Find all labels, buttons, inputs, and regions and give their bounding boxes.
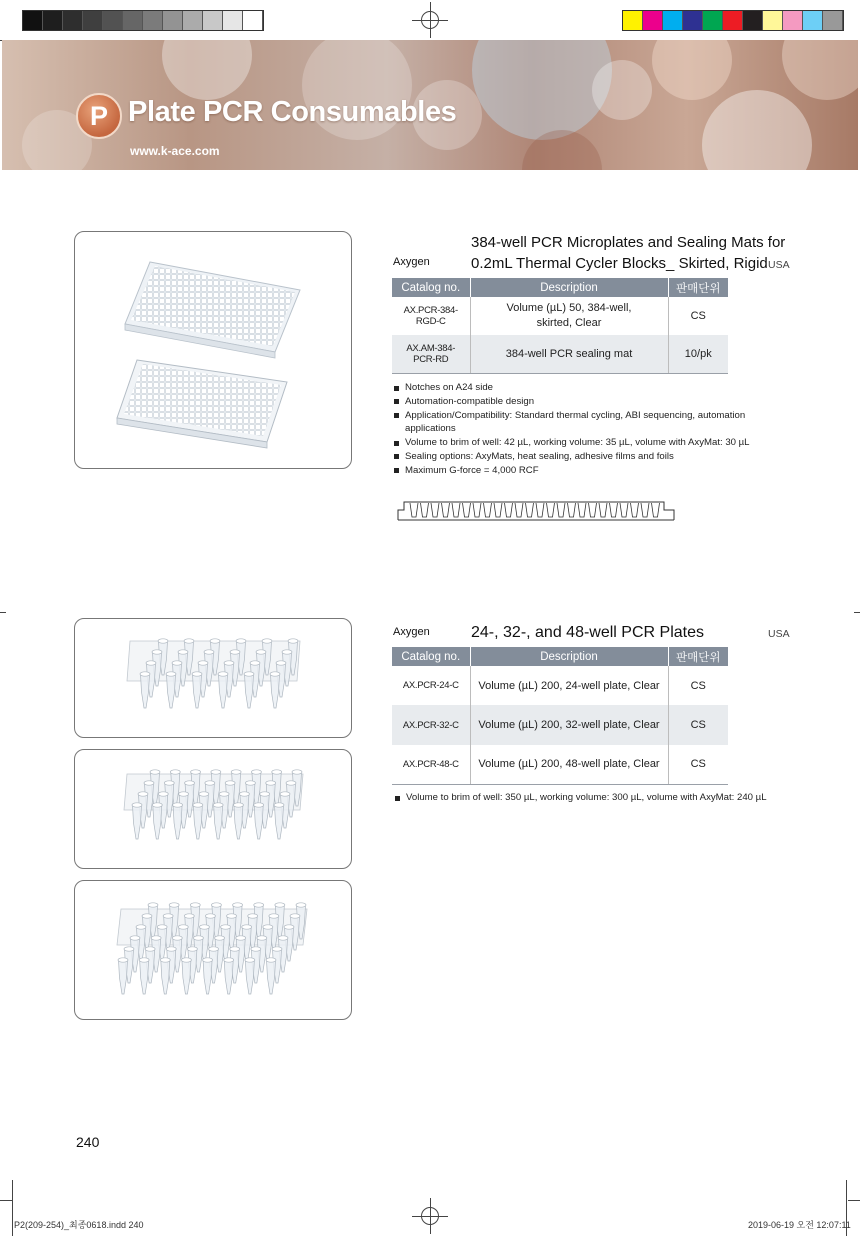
- calibration-swatch: [43, 11, 63, 30]
- pcr-tube-rim: [138, 792, 148, 796]
- pcr-tube-rim: [132, 803, 142, 807]
- pcr-tube-rim: [157, 925, 167, 929]
- calibration-swatch: [643, 11, 663, 30]
- catalog-number: AX.PCR-48-C: [392, 745, 470, 784]
- microplate-384-illustration: [75, 232, 351, 468]
- product-image-frame-384-well: [74, 231, 352, 469]
- pcr-tube-rim: [199, 925, 209, 929]
- pcr-tube-rim: [236, 639, 246, 643]
- pcr-tube: [182, 960, 191, 994]
- pcr-tube-rim: [193, 803, 203, 807]
- pcr-tube-rim: [191, 770, 201, 774]
- cross-section-well: [505, 503, 513, 517]
- pcr-tube-rim: [170, 770, 180, 774]
- table-row: [392, 297, 728, 335]
- pcr-tube-rim: [286, 781, 296, 785]
- pcr-tube-rim: [274, 803, 284, 807]
- spec-table-384-well: [392, 278, 728, 374]
- calibration-swatch: [803, 11, 823, 30]
- cross-section-well: [620, 503, 628, 517]
- pcr-tube: [167, 674, 176, 708]
- calibration-swatch: [743, 11, 763, 30]
- pcr-tube-rim: [148, 903, 158, 907]
- pcr-tube-rim: [160, 958, 170, 962]
- unit-cell: CS: [668, 705, 728, 745]
- pcr-tube-rim: [166, 947, 176, 951]
- unit-cell: CS: [690, 679, 706, 692]
- pcr-tube-rim: [262, 639, 272, 643]
- pcr-tube-rim: [218, 672, 228, 676]
- pcr-tube-rim: [251, 770, 261, 774]
- pcr-tube-rim: [166, 672, 176, 676]
- unit-cell: 10/pk: [668, 335, 728, 373]
- calibration-swatch: [83, 11, 103, 30]
- pcr-tube: [245, 674, 254, 708]
- pcr-tube-rim: [199, 792, 209, 796]
- banner-bubble: [592, 60, 652, 120]
- description-cell: Volume (µL) 200, 24-well plate, Clear: [470, 666, 668, 705]
- pcr-tube: [245, 960, 254, 994]
- pcr-tube: [234, 805, 243, 839]
- pcr-tube-rim: [145, 947, 155, 951]
- pcr-tube-rim: [172, 936, 182, 940]
- pcr-plate-48-illustration: [75, 881, 351, 1019]
- list-item: Application/Compatibility: Standard thermal cycling, ABI sequencing, automation applications: [392, 409, 772, 437]
- pcr-tube-rim: [254, 903, 264, 907]
- pcr-tube: [271, 674, 280, 708]
- pcr-tube-rim: [210, 639, 220, 643]
- calibration-swatch: [103, 11, 123, 30]
- table-header-row: [392, 647, 728, 666]
- cross-section-well: [473, 503, 481, 517]
- pcr-tube-rim: [272, 770, 282, 774]
- cross-section-well: [410, 503, 418, 517]
- pcr-tube: [140, 960, 149, 994]
- calibration-swatch: [183, 11, 203, 30]
- pcr-tube-rim: [266, 958, 276, 962]
- cross-section-well: [494, 503, 502, 517]
- pcr-tube-rim: [256, 650, 266, 654]
- pcr-tube-rim: [193, 936, 203, 940]
- pcr-tube-rim: [221, 925, 231, 929]
- pcr-plate-32-illustration: [75, 750, 351, 868]
- registration-mark-bottom: [412, 1198, 448, 1234]
- description-cell: Volume (µL) 50, 384-well, skirted, Clear: [470, 297, 668, 335]
- pcr-tube-rim: [227, 914, 237, 918]
- pcr-tube-rim: [263, 925, 273, 929]
- description-cell: 384-well PCR sealing mat: [470, 335, 668, 373]
- pcr-tube-rim: [144, 781, 154, 785]
- column-header-catalog: Catalog no.: [392, 278, 470, 297]
- table-header-row: [392, 278, 728, 297]
- pcr-tube-rim: [233, 803, 243, 807]
- pcr-tube-rim: [280, 792, 290, 796]
- pcr-tube-rim: [151, 936, 161, 940]
- calibration-swatch: [823, 11, 843, 30]
- list-item: Maximum G-force = 4,000 RCF: [392, 464, 772, 478]
- pcr-tube-rim: [224, 661, 234, 665]
- pcr-tube-rim: [251, 947, 261, 951]
- pcr-tube-rim: [275, 903, 285, 907]
- cross-section-well: [515, 503, 523, 517]
- pcr-tube: [203, 960, 212, 994]
- cross-section-well: [641, 503, 649, 517]
- pcr-tube-rim: [288, 639, 298, 643]
- pcr-tube-rim: [278, 936, 288, 940]
- pcr-tube-rim: [230, 947, 240, 951]
- trim-mark: [0, 612, 6, 613]
- brand-label: Axygen: [393, 626, 430, 638]
- column-header-description: Description: [470, 647, 668, 666]
- cross-section-well: [631, 503, 639, 517]
- pcr-tube-rim: [184, 639, 194, 643]
- product-title: 24-, 32-, and 48-well PCR Plates: [471, 624, 704, 641]
- pcr-tube: [275, 805, 284, 839]
- calibration-swatch: [723, 11, 743, 30]
- footer-timestamp: 2019-06-19 오전 12:07:11: [748, 1220, 851, 1230]
- pcr-tube-rim: [245, 781, 255, 785]
- pcr-tube-rim: [248, 914, 258, 918]
- catalog-number: AX.PCR-384-RGD-C: [392, 297, 470, 335]
- product-title-line: 0.2mL Thermal Cycler Blocks_ Skirted, Rigid: [471, 255, 768, 272]
- pcr-tube: [267, 960, 276, 994]
- pcr-tube-rim: [272, 947, 282, 951]
- product-title-line: 384-well PCR Microplates and Sealing Mats for: [471, 234, 786, 251]
- catalog-number: AX.PCR-32-C: [392, 705, 470, 745]
- cross-section-well: [526, 503, 534, 517]
- pcr-tube-rim: [152, 803, 162, 807]
- pcr-tube: [193, 674, 202, 708]
- pcr-tube-rim: [163, 914, 173, 918]
- pcr-tube-rim: [203, 958, 213, 962]
- pcr-tube-rim: [230, 650, 240, 654]
- pcr-plate-24-illustration: [75, 619, 351, 737]
- pcr-tube-rim: [250, 661, 260, 665]
- pcr-tube-rim: [152, 650, 162, 654]
- cross-section-well: [599, 503, 607, 517]
- list-item: Volume to brim of well: 42 µL, working volume: 35 µL, volume with AxyMat: 30 µL: [392, 436, 772, 450]
- list-item: Volume to brim of well: 350 µL, working volume: 300 µL, volume with AxyMat: 240 µL: [393, 791, 823, 805]
- pcr-tube-rim: [233, 903, 243, 907]
- pcr-tube-rim: [225, 781, 235, 785]
- pcr-tube-rim: [205, 914, 215, 918]
- pcr-tube-rim: [118, 958, 128, 962]
- pcr-tube-rim: [282, 650, 292, 654]
- calibration-swatch: [783, 11, 803, 30]
- banner-bubble: [782, 40, 858, 100]
- pcr-tube-rim: [245, 958, 255, 962]
- calibration-swatch: [703, 11, 723, 30]
- pcr-tube-rim: [140, 672, 150, 676]
- page-number: 240: [76, 1134, 100, 1150]
- trim-mark: [0, 1200, 12, 1201]
- unit-cell: CS: [668, 745, 728, 784]
- pcr-tube-rim: [178, 925, 188, 929]
- description-cell: Volume (µL) 200, 48-well plate, Clear: [470, 745, 668, 784]
- cross-section-well: [431, 503, 439, 517]
- catalog-number: AX.AM-384-PCR-RD: [392, 335, 470, 373]
- calibration-swatch: [623, 11, 643, 30]
- cross-section-well: [568, 503, 576, 517]
- product-title: [471, 232, 785, 274]
- product-image-frame-48-well: [74, 880, 352, 1020]
- origin-label: USA: [768, 628, 790, 640]
- trim-mark: [12, 1180, 13, 1236]
- pcr-tube-rim: [192, 672, 202, 676]
- calibration-swatch: [23, 11, 43, 30]
- pcr-tube-rim: [284, 925, 294, 929]
- website-url: www.k-ace.com: [130, 144, 220, 158]
- pcr-tube-rim: [254, 803, 264, 807]
- pcr-tube-rim: [244, 672, 254, 676]
- catalog-number: AX.PCR-24-C: [392, 666, 470, 705]
- pcr-tube-rim: [219, 792, 229, 796]
- pcr-tube-rim: [290, 914, 300, 918]
- feature-list: [393, 791, 823, 805]
- pcr-tube-rim: [242, 925, 252, 929]
- calibration-swatch: [163, 11, 183, 30]
- pcr-tube-rim: [213, 803, 223, 807]
- table-row: [392, 745, 728, 784]
- pcr-tube-rim: [150, 770, 160, 774]
- cross-section-well: [589, 503, 597, 517]
- banner-bubble: [162, 40, 252, 100]
- calibration-swatch: [763, 11, 783, 30]
- unit-cell: CS: [690, 310, 706, 322]
- pcr-tube-rim: [130, 936, 140, 940]
- pcr-tube-rim: [204, 650, 214, 654]
- trim-mark: [854, 612, 860, 613]
- calibration-swatch: [123, 11, 143, 30]
- pcr-tube-rim: [178, 650, 188, 654]
- calibration-swatch: [663, 11, 683, 30]
- pcr-tube-rim: [158, 792, 168, 796]
- list-item: Automation-compatible design: [392, 395, 772, 409]
- pcr-tube-rim: [139, 958, 149, 962]
- pcr-tube-rim: [124, 947, 134, 951]
- cross-section-well: [442, 503, 450, 517]
- calibration-swatch: [683, 11, 703, 30]
- pcr-tube-rim: [198, 661, 208, 665]
- section-badge-icon: P: [76, 93, 122, 139]
- pcr-tube-rim: [205, 781, 215, 785]
- description-cell: Volume (µL) 200, 32-well plate, Clear: [470, 705, 668, 745]
- pcr-tube-rim: [185, 781, 195, 785]
- pcr-tube: [153, 805, 162, 839]
- pcr-tube-rim: [215, 936, 225, 940]
- pcr-tube-rim: [269, 914, 279, 918]
- registration-mark-top: [412, 2, 448, 38]
- banner-bubble: [652, 40, 732, 100]
- pcr-tube-rim: [260, 792, 270, 796]
- calibration-swatch: [223, 11, 243, 30]
- product-image-frame-32-well: [74, 749, 352, 869]
- feature-list: [392, 381, 772, 478]
- pcr-tube: [119, 960, 128, 994]
- spec-table-pcr-plates: [392, 647, 728, 785]
- calibration-swatch: [143, 11, 163, 30]
- product-image-frame-24-well: [74, 618, 352, 738]
- pcr-tube: [193, 805, 202, 839]
- footer-file-info: P2(209-254)_최종0618.indd 240: [14, 1220, 144, 1230]
- origin-label: USA: [768, 259, 790, 271]
- pcr-tube-rim: [231, 770, 241, 774]
- calibration-swatch: [243, 11, 263, 30]
- table-row: [392, 666, 728, 705]
- banner-bubble: [472, 40, 612, 140]
- brand-label: Axygen: [393, 256, 430, 268]
- plate-cross-section-diagram: [396, 498, 676, 524]
- pcr-tube-rim: [211, 903, 221, 907]
- calibration-swatch: [203, 11, 223, 30]
- pcr-tube-rim: [181, 958, 191, 962]
- pcr-tube: [254, 805, 263, 839]
- cross-section-well: [536, 503, 544, 517]
- pcr-tube-rim: [169, 903, 179, 907]
- pcr-tube-rim: [136, 925, 146, 929]
- pcr-tube-rim: [164, 781, 174, 785]
- pcr-tube-rim: [292, 770, 302, 774]
- pcr-tube-rim: [187, 947, 197, 951]
- pcr-tube-rim: [276, 661, 286, 665]
- table-row: [392, 705, 728, 745]
- pcr-tube: [224, 960, 233, 994]
- pcr-tube-rim: [239, 792, 249, 796]
- pcr-tube-rim: [266, 781, 276, 785]
- pcr-tube-rim: [173, 803, 183, 807]
- column-header-unit: 판매단위: [668, 647, 728, 666]
- pcr-tube: [173, 805, 182, 839]
- pcr-tube-rim: [190, 903, 200, 907]
- cross-section-well: [452, 503, 460, 517]
- banner-bubble: [702, 90, 812, 170]
- column-header-description: Description: [470, 278, 668, 297]
- cross-section-well: [484, 503, 492, 517]
- pcr-tube-rim: [158, 639, 168, 643]
- pcr-tube-rim: [209, 947, 219, 951]
- color-calibration-bar: [622, 10, 844, 31]
- pcr-tube-rim: [257, 936, 267, 940]
- pcr-tube: [219, 674, 228, 708]
- pcr-tube-rim: [224, 958, 234, 962]
- cross-section-well: [578, 503, 586, 517]
- pcr-tube-rim: [172, 661, 182, 665]
- pcr-tube: [141, 674, 150, 708]
- pcr-tube-rim: [236, 936, 246, 940]
- pcr-tube-rim: [211, 770, 221, 774]
- pcr-tube: [133, 805, 142, 839]
- cross-section-well: [547, 503, 555, 517]
- pcr-tube-rim: [179, 792, 189, 796]
- cross-section-well: [610, 503, 618, 517]
- pcr-tube-rim: [296, 903, 306, 907]
- cross-section-well: [652, 503, 660, 517]
- column-header-unit: 판매단위: [668, 278, 728, 297]
- grayscale-calibration-bar: [22, 10, 264, 31]
- section-title: Plate PCR Consumables: [128, 96, 457, 128]
- pcr-tube: [161, 960, 170, 994]
- trim-mark: [848, 1200, 860, 1201]
- table-row: [392, 335, 728, 373]
- cross-section-well: [557, 503, 565, 517]
- pcr-tube-rim: [184, 914, 194, 918]
- pcr-tube-rim: [270, 672, 280, 676]
- pcr-tube: [214, 805, 223, 839]
- cross-section-well: [463, 503, 471, 517]
- calibration-swatch: [63, 11, 83, 30]
- list-item: Sealing options: AxyMats, heat sealing, adhesive films and foils: [392, 450, 772, 464]
- list-item: Notches on A24 side: [392, 381, 772, 395]
- pcr-tube-rim: [142, 914, 152, 918]
- column-header-catalog: Catalog no.: [392, 647, 470, 666]
- pcr-tube-rim: [146, 661, 156, 665]
- cross-section-well: [421, 503, 429, 517]
